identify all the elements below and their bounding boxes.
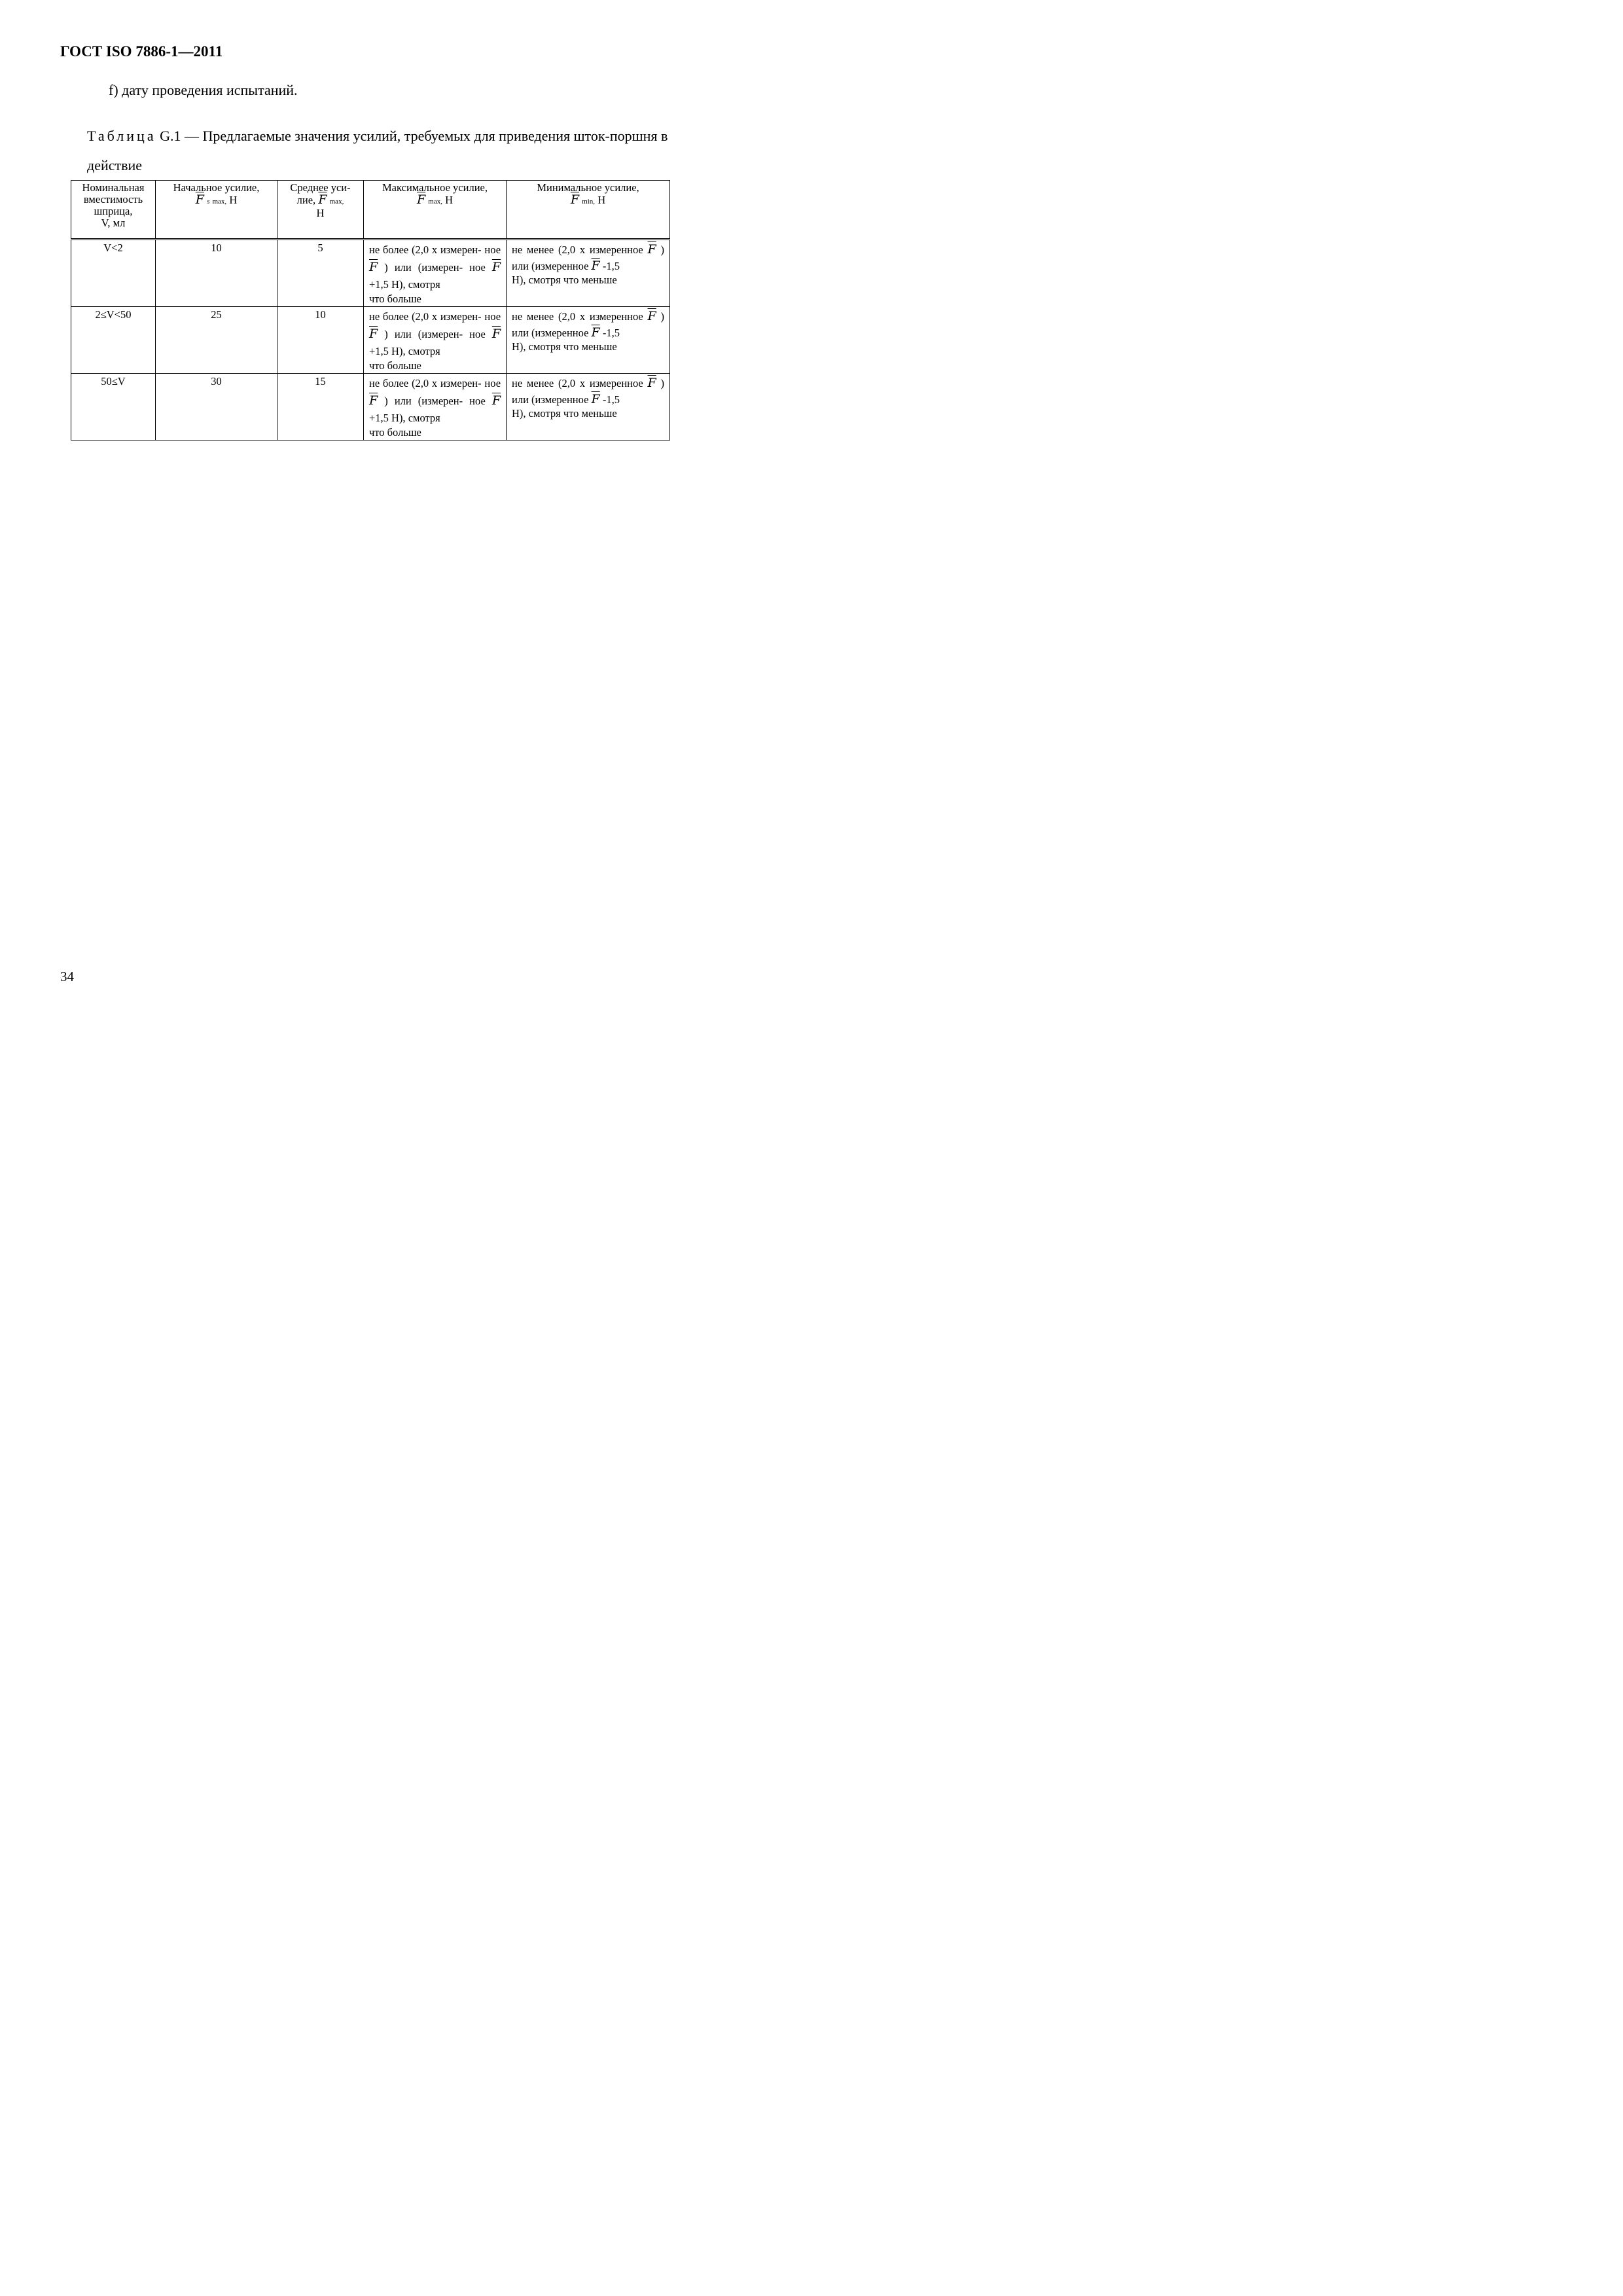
cell-min-force [507, 307, 670, 374]
table-header-row [71, 181, 670, 240]
forces-table [71, 180, 670, 440]
force-symbol: $\overline{F}$ [369, 327, 378, 341]
text: не более (2,0 х измерен- [369, 243, 482, 256]
text: не менее (2,0 х измеренное [512, 377, 643, 389]
header-initial-force [156, 181, 277, 240]
cell-max-force [364, 307, 507, 374]
text: что больше [369, 359, 421, 372]
force-symbol: $\overline{F}$ [491, 327, 501, 341]
force-symbol: $\overline{F}$ [591, 325, 600, 340]
page-number: 34 [60, 969, 74, 984]
table-row [71, 307, 670, 374]
force-symbol: $\overline{F}$ [647, 309, 656, 323]
cell-volume: 50≤V [71, 374, 156, 440]
text: ное [484, 243, 501, 256]
cell-initial-force: 25 [156, 307, 277, 374]
header-average-force [277, 181, 364, 240]
text: ) или (измерен- [384, 261, 463, 274]
caption-label: Таблица [87, 128, 156, 144]
text: Н), смотря что меньше [512, 407, 617, 420]
text: -1,5 [602, 393, 620, 406]
text: что больше [369, 426, 421, 439]
text: ) или (измеренное [512, 310, 665, 339]
text: ное [469, 395, 486, 407]
subscript: max, [212, 198, 227, 206]
cell-initial-force: 10 [156, 240, 277, 307]
force-symbol: $\overline{F}$ [195, 192, 204, 207]
table-row [71, 240, 670, 307]
text: не менее (2,0 х измеренное [512, 243, 643, 256]
force-symbol: $\overline{F}$ [369, 260, 378, 274]
text: ) или (измеренное [512, 243, 665, 272]
force-symbol: $\overline{F}$ [647, 242, 656, 257]
text: Н), смотря что меньше [512, 340, 617, 353]
text: -1,5 [602, 327, 620, 339]
cell-max-force [364, 374, 507, 440]
text: ) или (измеренное [512, 377, 665, 406]
text: -1,5 [602, 260, 620, 272]
header-nominal-capacity [71, 181, 156, 240]
cell-max-force [364, 240, 507, 307]
force-symbol: $\overline{F}$ [491, 260, 501, 274]
subscript: min, [582, 198, 596, 206]
force-symbol: $\overline{F}$ [591, 259, 600, 273]
cell-initial-force: 30 [156, 374, 277, 440]
cell-volume: V<2 [71, 240, 156, 307]
header-line: вместимость [83, 193, 143, 206]
text: не более (2,0 х измерен- [369, 310, 482, 323]
table-row [71, 374, 670, 440]
force-symbol: $\overline{F}$ [416, 192, 426, 207]
text: ) или (измерен- [384, 395, 463, 407]
header-max-force [364, 181, 507, 240]
text: не более (2,0 х измерен- [369, 377, 482, 389]
text: не менее (2,0 х измеренное [512, 310, 643, 323]
cell-min-force [507, 374, 670, 440]
document-header: ГОСТ ISO 7886-1—2011 [60, 43, 223, 60]
header-line: V, мл [101, 217, 126, 229]
force-symbol: $\overline{F}$ [369, 393, 378, 408]
header-line: Номинальная [82, 181, 145, 194]
force-symbol: $\overline{F}$ [647, 376, 656, 390]
subscript: max, [428, 198, 442, 206]
caption-number: G.1 [160, 128, 181, 144]
text: +1,5 Н), смотря [369, 412, 440, 424]
text: Н), смотря что меньше [512, 274, 617, 286]
unit: Н [229, 194, 238, 206]
header-title: Начальное усилие, [173, 181, 260, 194]
cell-volume: 2≤V<50 [71, 307, 156, 374]
unit: Н [445, 194, 454, 206]
text: ное [469, 328, 486, 340]
unit: Н [316, 207, 325, 219]
caption-text: — Предлагаемые значения усилий, требуемых для приведения шток-поршня в действие [87, 128, 668, 173]
header-title: Среднее уси- [290, 181, 351, 194]
force-symbol: $\overline{F}$ [570, 192, 580, 207]
text: ное [484, 310, 501, 323]
text: ное [469, 261, 486, 274]
header-line: шприца, [94, 205, 133, 217]
header-title: Максимальное усилие, [382, 181, 488, 194]
cell-average-force: 15 [277, 374, 364, 440]
header-title: лие, [296, 194, 316, 206]
text: +1,5 Н), смотря [369, 278, 440, 291]
unit: Н [597, 194, 606, 206]
text: +1,5 Н), смотря [369, 345, 440, 357]
force-symbol: $\overline{F}$ [318, 192, 327, 207]
cell-min-force [507, 240, 670, 307]
subscript: max, [329, 198, 344, 206]
list-item-f: f) дату проведения испытаний. [109, 82, 298, 98]
cell-average-force: 10 [277, 307, 364, 374]
cell-average-force: 5 [277, 240, 364, 307]
table-caption [87, 121, 676, 180]
text: ) или (измерен- [384, 328, 463, 340]
header-title: Минимальное усилие, [537, 181, 639, 194]
text: ное [484, 377, 501, 389]
header-min-force [507, 181, 670, 240]
text: что больше [369, 293, 421, 305]
force-symbol: $\overline{F}$ [591, 392, 600, 406]
force-symbol: $\overline{F}$ [491, 393, 501, 408]
subscript: s [207, 198, 210, 206]
